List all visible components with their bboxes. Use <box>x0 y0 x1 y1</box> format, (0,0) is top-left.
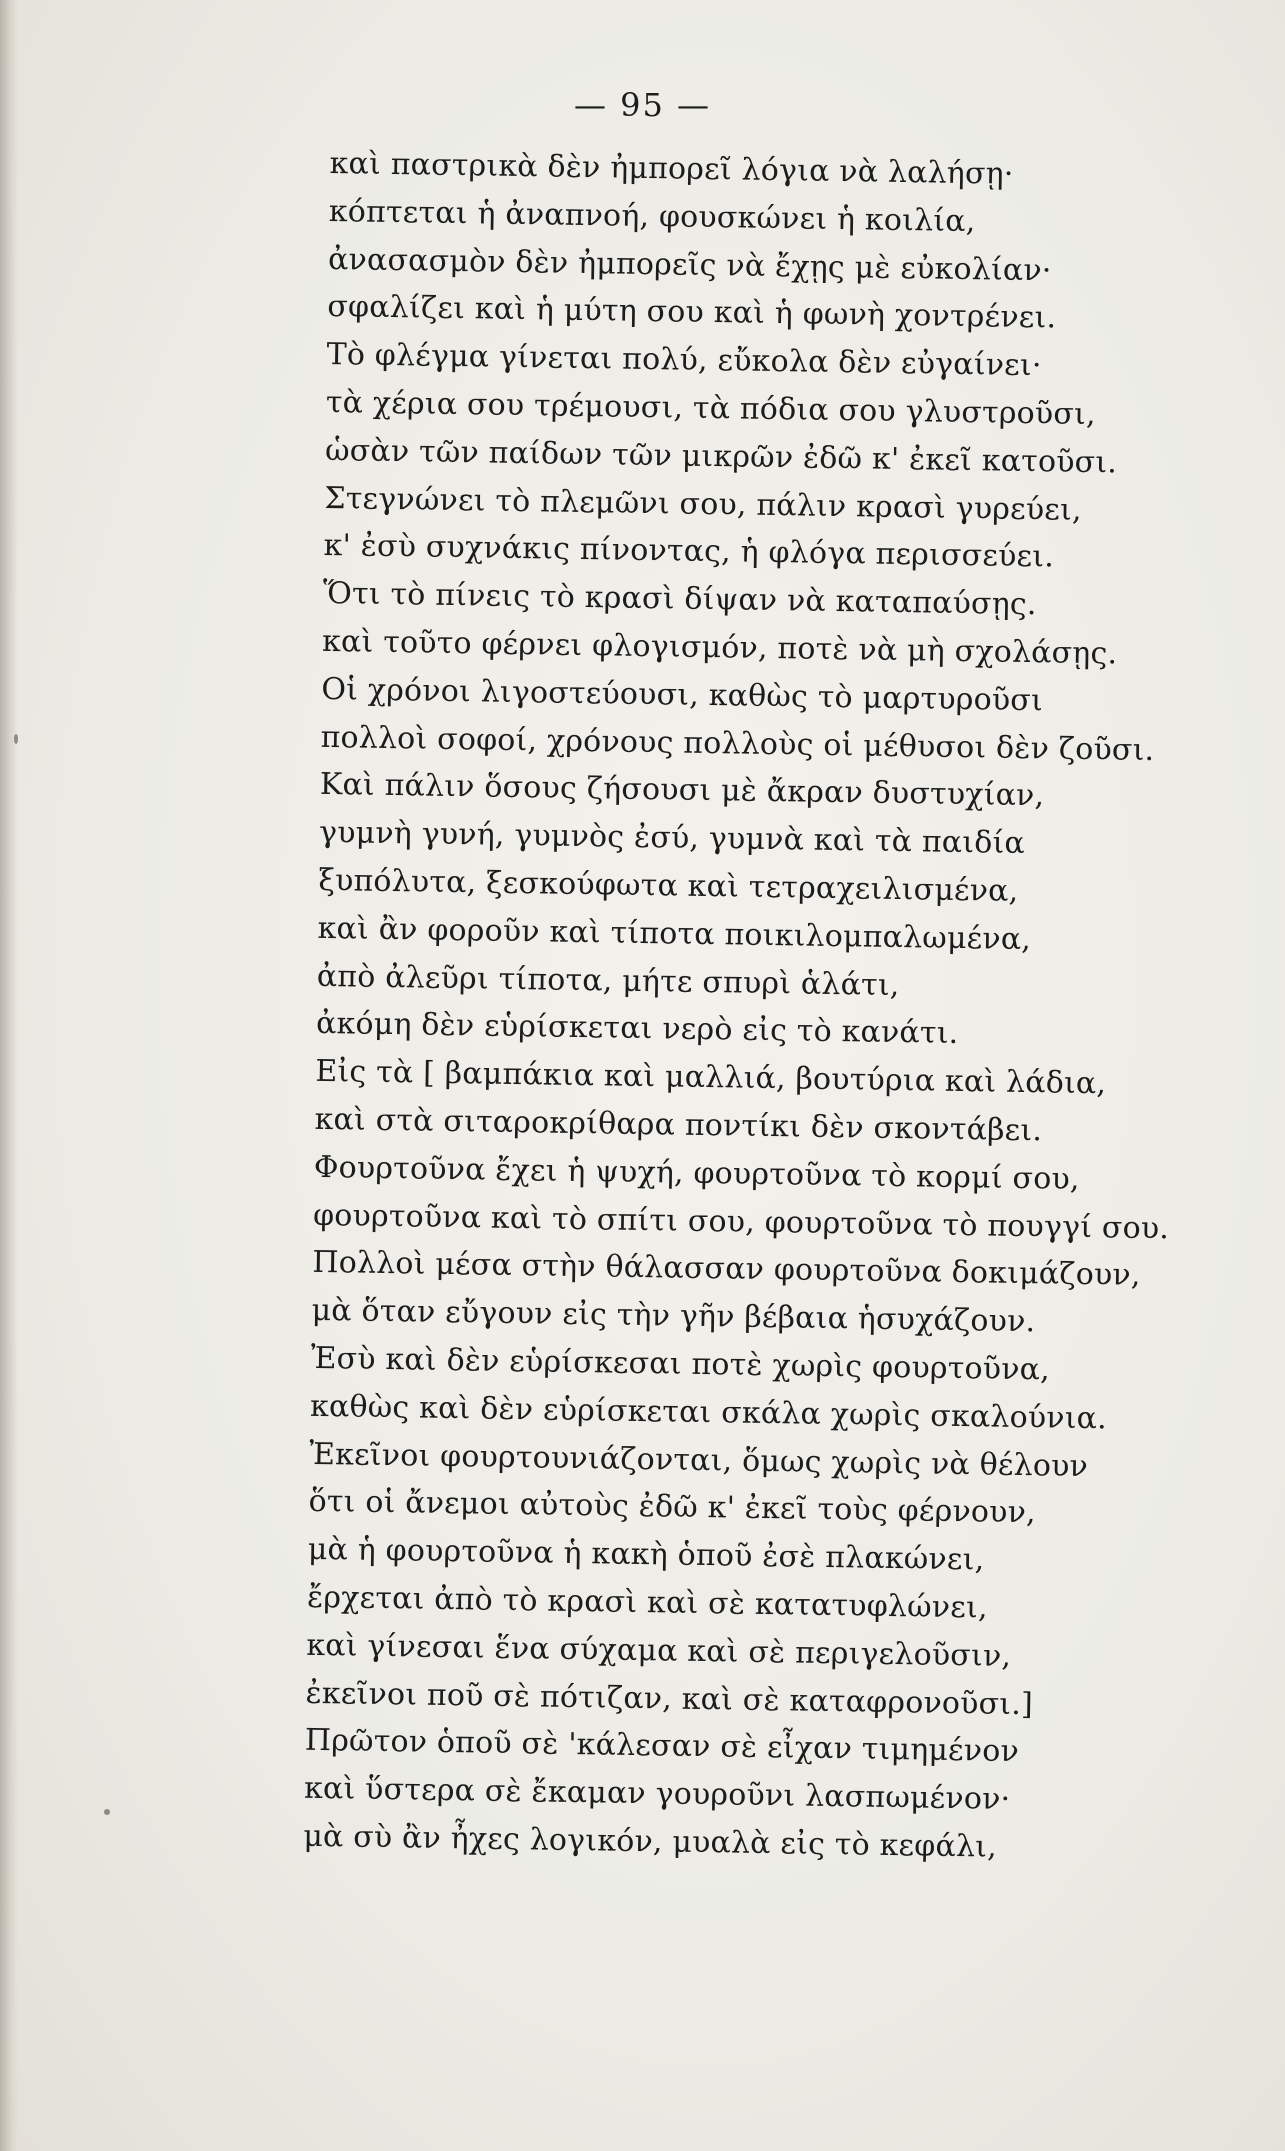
text-line: Ἐκεῖνοι φουρτουνιάζονται, ὅμως χωρὶς νὰ θέλουν <box>309 1436 1089 1484</box>
text-line: Πολλοὶ μέσα στὴν θάλασσαν φουρτοῦνα δοκιμάζουν, <box>312 1245 1141 1294</box>
text-line: σφαλίζει καὶ ἡ μύτη σου καὶ ἡ φωνὴ χοντρένει. <box>327 289 1057 336</box>
text-line: Τὸ φλέγμα γίνεται πολύ, εὔκολα δὲν εὐγαίνει· <box>326 337 1042 384</box>
text-line: ἐκεῖνοι ποῦ σὲ πότιζαν, καὶ σὲ καταφρονοῦσι.] <box>305 1675 1034 1722</box>
page-gutter <box>0 0 18 2151</box>
paper-speck <box>14 734 18 744</box>
page-number: — 95 — <box>573 86 712 124</box>
text-line: Εἰς τὰ [ βαμπάκια καὶ μαλλιά, βουτύρια καὶ λάδια, <box>315 1054 1107 1102</box>
text-line: καὶ ἂν φοροῦν καὶ τίποτα ποικιλομπαλωμένα, <box>317 910 1032 957</box>
text-line: μὰ ἡ φουρτοῦνα ἡ κακὴ ὁποῦ ἐσὲ πλακώνει, <box>307 1531 985 1578</box>
text-line: κόπτεται ἡ ἀναπνοή, φουσκώνει ἡ κοιλία, <box>328 193 976 239</box>
text-line: ἀπὸ ἀλεῦρι τίποτα, μήτε σπυρὶ ἁλάτι, <box>316 958 900 1003</box>
text-line: φουρτοῦνα καὶ τὸ σπίτι σου, φουρτοῦνα τὸ πουγγί σου. <box>312 1197 1170 1246</box>
text-line: ἔρχεται ἀπὸ τὸ κρασὶ καὶ σὲ κατατυφλώνει, <box>306 1579 988 1626</box>
text-line: ὡσὰν τῶν παίδων τῶν μικρῶν ἐδῶ κ' ἐκεῖ κατοῦσι. <box>324 432 1118 481</box>
text-line: Στεγνώνει τὸ πλεμῶνι σου, πάλιν κρασὶ γυρεύει, <box>324 480 1083 528</box>
text-line: καὶ γίνεσαι ἕνα σύχαμα καὶ σὲ περιγελοῦσιν, <box>306 1627 1012 1674</box>
text-line: ἀνασασμὸν δὲν ἠμπορεῖς νὰ ἔχῃς μὲ εὐκολίαν· <box>327 241 1052 288</box>
text-line: καθὼς καὶ δὲν εὑρίσκεται σκάλα χωρὶς σκαλούνια. <box>309 1388 1108 1437</box>
poem-text <box>303 140 1170 1873</box>
text-line: Φουρτοῦνα ἔχει ἡ ψυχή, φουρτοῦνα τὸ κορμί σου, <box>313 1149 1080 1197</box>
text-line: ξυπόλυτα, ξεσκούφωτα καὶ τετραχειλισμένα, <box>318 862 1019 909</box>
text-line: καὶ τοῦτο φέρνει φλογισμόν, ποτὲ νὰ μὴ σχολάσῃς. <box>321 623 1118 672</box>
text-line: πολλοὶ σοφοί, χρόνους πολλοὺς οἱ μέθυσοι δὲν ζοῦσι. <box>320 719 1155 768</box>
text-line: Ὅτι τὸ πίνεις τὸ κρασὶ δίψαν νὰ καταπαύσῃς. <box>322 576 1037 623</box>
text-line: γυμνὴ γυνή, γυμνὸς ἐσύ, γυμνὰ καὶ τὰ παιδία <box>318 815 1026 862</box>
text-line: καὶ στὰ σιταροκρίθαρα ποντίκι δὲν σκοντάβει. <box>314 1101 1043 1149</box>
text-line: καὶ παστρικὰ δὲν ἠμπορεῖ λόγια νὰ λαλήσῃ· <box>329 145 1014 192</box>
text-line: καὶ ὕστερα σὲ ἔκαμαν γουροῦνι λασπωμένον· <box>303 1770 1011 1817</box>
text-line: ἀκόμη δὲν εὑρίσκεται νερὸ εἰς τὸ κανάτι. <box>315 1006 959 1052</box>
text-line: Καὶ πάλιν ὅσους ζήσουσι μὲ ἄκραν δυστυχίαν, <box>319 767 1045 814</box>
text-line: Ἐσὺ καὶ δὲν εὑρίσκεσαι ποτὲ χωρὶς φουρτοῦνα, <box>310 1340 1051 1388</box>
text-line: τὰ χέρια σου τρέμουσι, τὰ πόδια σου γλυστροῦσι, <box>325 384 1097 433</box>
text-line: Οἱ χρόνοι λιγοστεύουσι, καθὼς τὸ μαρτυροῦσι <box>321 671 1044 719</box>
text-line: κ' ἐσὺ συχνάκις πίνοντας, ἡ φλόγα περισσεύει. <box>323 528 1055 575</box>
text-line: Πρῶτον ὁποῦ σὲ 'κάλεσαν σὲ εἶχαν τιμημένον <box>304 1723 1020 1770</box>
paper-speck <box>104 1809 110 1815</box>
text-line: μὰ ὅταν εὔγουν εἰς τὴν γῆν βέβαια ἡσυχάζουν. <box>311 1292 1036 1340</box>
text-line: ὅτι οἱ ἄνεμοι αὐτοὺς ἐδῶ κ' ἐκεῖ τοὺς φέρνουν, <box>308 1484 1037 1531</box>
text-line: μὰ σὺ ἂν ἦχες λογικόν, μυαλὰ εἰς τὸ κεφάλι, <box>303 1818 998 1865</box>
